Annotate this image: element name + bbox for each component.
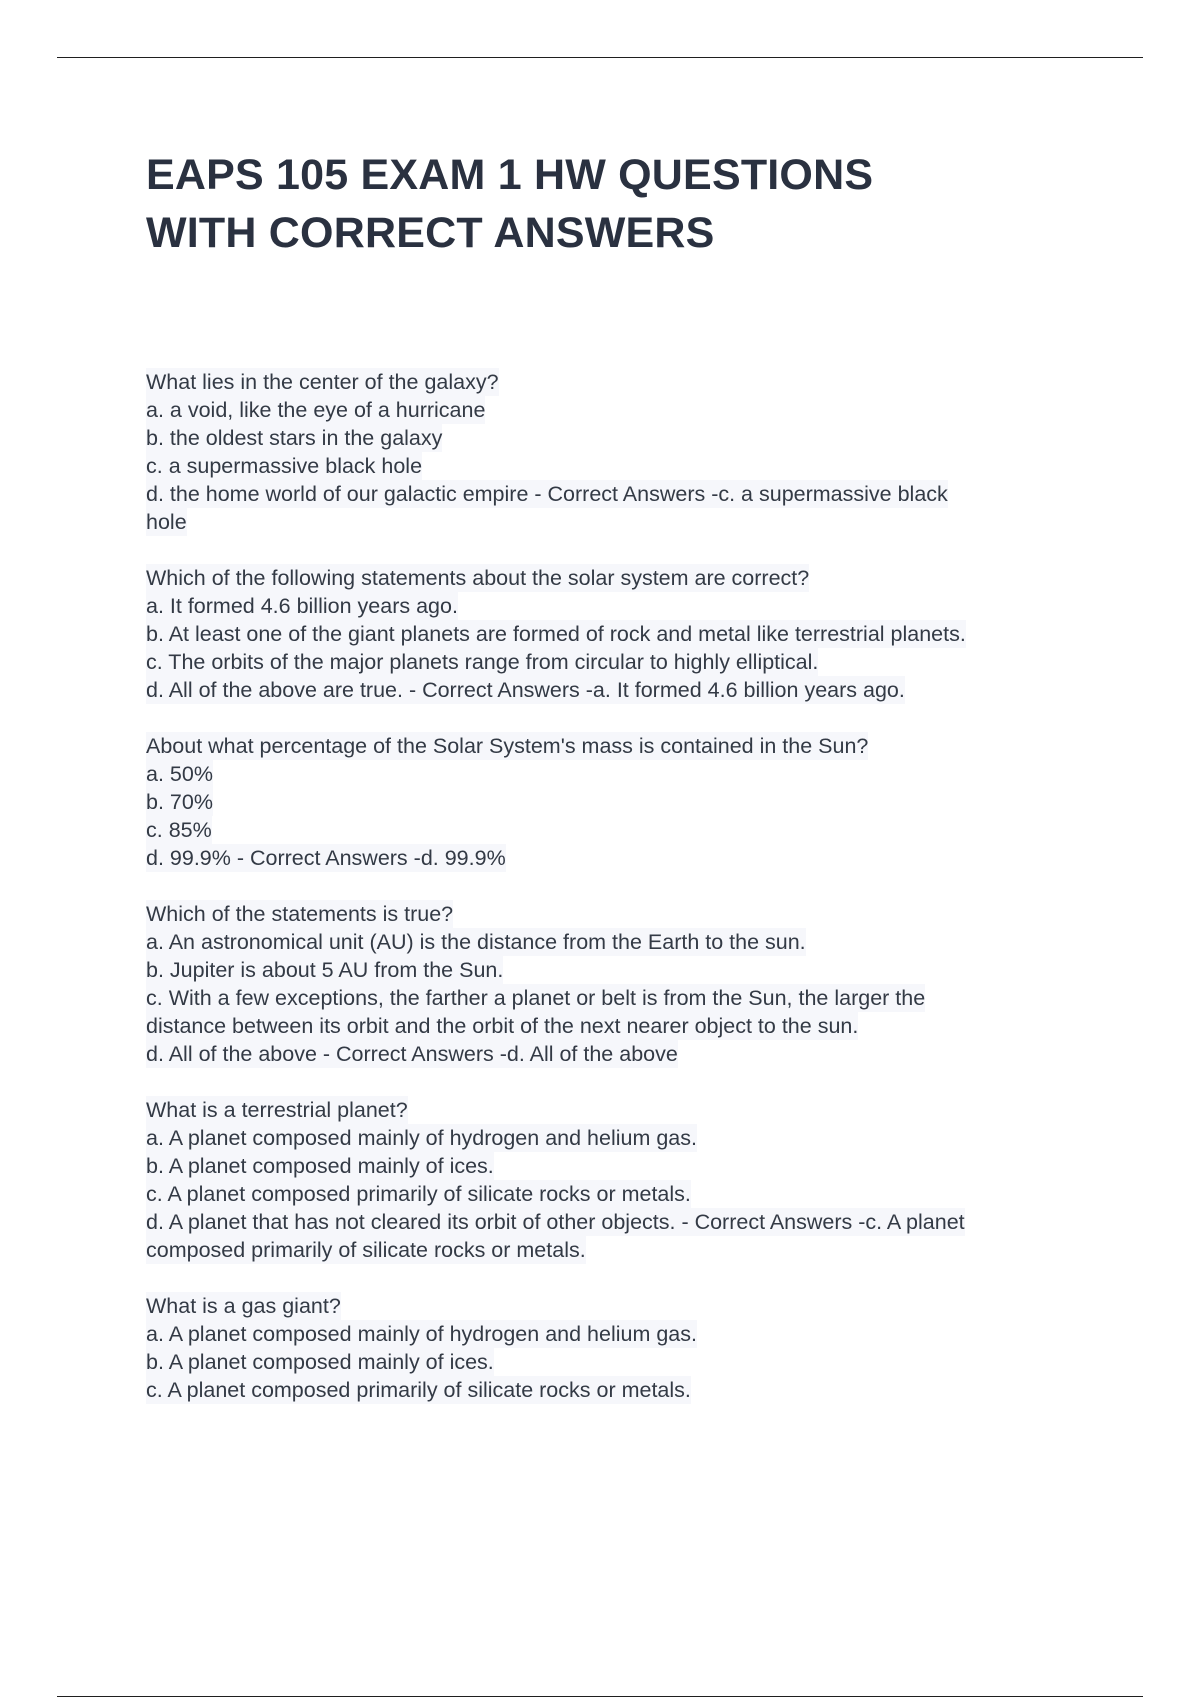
question-text: What lies in the center of the galaxy? [146, 370, 499, 394]
footer-rule [57, 1696, 1143, 1697]
correct-answer-continuation: hole [146, 510, 187, 534]
question-block-2 [146, 564, 1086, 704]
question-block-1 [146, 368, 1086, 536]
question-text: Which of the following statements about the solar system are correct? [146, 566, 810, 590]
question-text: About what percentage of the Solar System's mass is contained in the Sun? [146, 734, 869, 758]
question-block-4 [146, 900, 1086, 1068]
answer-option-b: b. the oldest stars in the galaxy [146, 426, 443, 450]
answer-option-c: c. 85% [146, 818, 212, 842]
answer-option-c: c. With a few exceptions, the farther a planet or belt is from the Sun, the larger the [146, 986, 926, 1010]
question-block-5 [146, 1096, 1086, 1264]
document-title [146, 146, 1106, 262]
answer-option-b: b. A planet composed mainly of ices. [146, 1350, 494, 1374]
answer-option-d-with-correct-answer: d. the home world of our galactic empire - Correct Answers -c. a supermassive black [146, 482, 948, 506]
answer-option-d-with-correct-answer: d. All of the above - Correct Answers -d. All of the above [146, 1042, 678, 1066]
answer-option-a: a. A planet composed mainly of hydrogen and helium gas. [146, 1322, 697, 1346]
question-text: Which of the statements is true? [146, 902, 454, 926]
correct-answer-continuation: composed primarily of silicate rocks or metals. [146, 1238, 586, 1262]
answer-option-a: a. It formed 4.6 billion years ago. [146, 594, 458, 618]
answer-option-c: c. A planet composed primarily of silicate rocks or metals. [146, 1182, 691, 1206]
question-text: What is a terrestrial planet? [146, 1098, 408, 1122]
answer-option-a: a. a void, like the eye of a hurricane [146, 398, 486, 422]
question-text: What is a gas giant? [146, 1294, 341, 1318]
answer-option-d-with-correct-answer: d. A planet that has not cleared its orbit of other objects. - Correct Answers -c. A planet [146, 1210, 965, 1234]
question-block-3 [146, 732, 1086, 872]
answer-option-b: b. A planet composed mainly of ices. [146, 1154, 494, 1178]
answer-option-b: b. 70% [146, 790, 213, 814]
answer-option-c: c. a supermassive black hole [146, 454, 423, 478]
answer-option-b: b. Jupiter is about 5 AU from the Sun. [146, 958, 504, 982]
answer-option-a: a. An astronomical unit (AU) is the distance from the Earth to the sun. [146, 930, 806, 954]
answer-option-c: c. A planet composed primarily of silicate rocks or metals. [146, 1378, 691, 1402]
question-block-6 [146, 1292, 1086, 1404]
title-line-2: WITH CORRECT ANSWERS [146, 209, 715, 257]
answer-option-b: b. At least one of the giant planets are formed of rock and metal like terrestrial planets. [146, 622, 966, 646]
answer-option-d-with-correct-answer: d. 99.9% - Correct Answers -d. 99.9% [146, 846, 506, 870]
answer-option-a: a. 50% [146, 762, 213, 786]
title-line-1: EAPS 105 EXAM 1 HW QUESTIONS [146, 151, 874, 199]
answer-option-a: a. A planet composed mainly of hydrogen and helium gas. [146, 1126, 697, 1150]
answer-option-c-continuation: distance between its orbit and the orbit of the next nearer object to the sun. [146, 1014, 859, 1038]
header-rule [57, 57, 1143, 58]
answer-option-d-with-correct-answer: d. All of the above are true. - Correct Answers -a. It formed 4.6 billion years ago. [146, 678, 905, 702]
answer-option-c: c. The orbits of the major planets range from circular to highly elliptical. [146, 650, 819, 674]
questions-list [146, 368, 1086, 1432]
